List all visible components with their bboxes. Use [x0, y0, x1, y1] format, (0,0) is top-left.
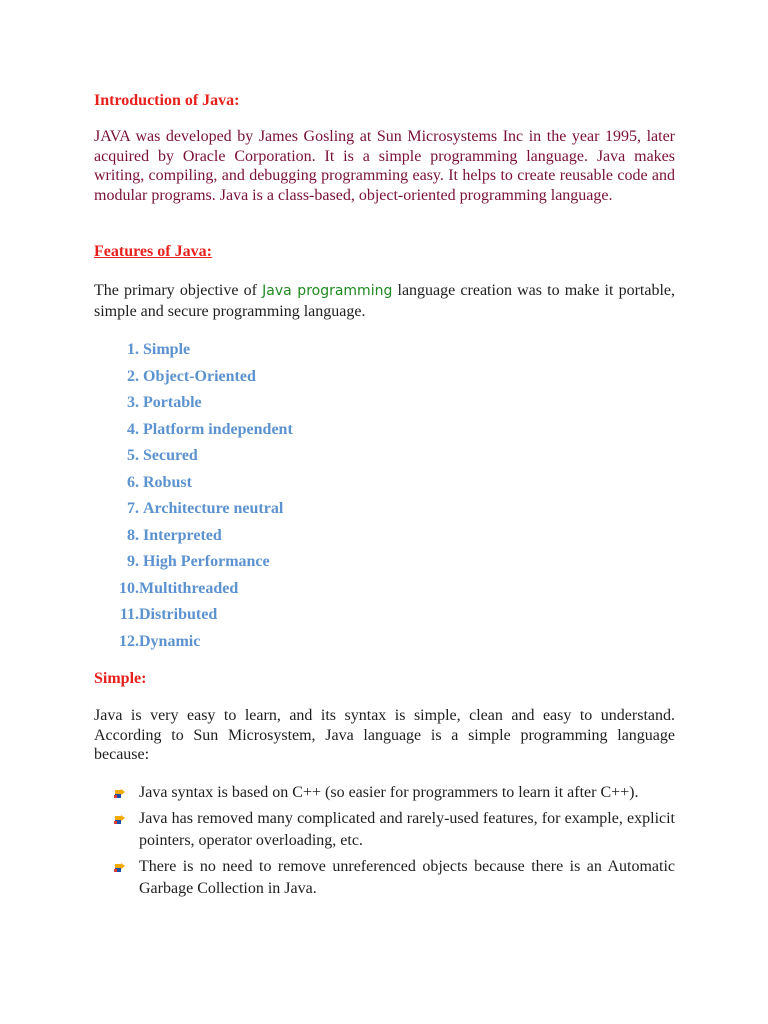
feature-number: 4. [127, 420, 139, 438]
bullet-item [112, 782, 675, 804]
bullet-text: Java has removed many complicated and rarely-used features, for example, explicit pointers, operator overloading, etc. [139, 810, 675, 849]
feature-number: 1. [127, 341, 139, 358]
feature-item [94, 445, 293, 472]
features-intro-before: The primary objective of [94, 282, 263, 299]
feature-label: Secured [143, 447, 198, 465]
feature-number: 11. [119, 606, 139, 624]
feature-item [94, 631, 293, 658]
feature-item [94, 339, 293, 366]
features-intro-after: language creation was to make it portable, simple and secure programming language. [94, 282, 676, 320]
java-programming-link[interactable]: Java programming [262, 283, 393, 299]
bullet-item [112, 808, 675, 852]
feature-number: 12. [119, 633, 139, 651]
feature-number: 2. [127, 367, 139, 385]
feature-item [94, 578, 293, 605]
feature-number: 5. [127, 447, 139, 465]
feature-number: 6. [127, 473, 139, 491]
feature-item [94, 604, 293, 631]
feature-label: Portable [143, 394, 202, 412]
feature-label: Interpreted [143, 526, 222, 544]
feature-label: Object-Oriented [143, 367, 256, 385]
arrow-bullet-icon [114, 863, 126, 873]
feature-item [94, 419, 293, 446]
intro-paragraph: JAVA was developed by James Gosling at Sun Microsystems Inc in the year 1995, later acquired by Oracle Corporation. It is a simple programming language. Java makes writing, compiling, and debugging programming easy. It helps to create reusable code and modular programs. Java is a class-based, object-oriented programming language. [94, 128, 675, 204]
arrow-bullet-icon [114, 789, 126, 799]
features-heading: Features of Java: [94, 243, 212, 260]
bullet-item [112, 856, 675, 900]
bullet-text: Java syntax is based on C++ (so easier for programmers to learn it after C++). [139, 784, 639, 801]
arrow-bullet-icon [114, 815, 126, 825]
feature-item [94, 392, 293, 419]
feature-number: 7. [127, 500, 139, 518]
simple-heading: Simple: [94, 670, 147, 687]
feature-number: 10. [119, 579, 139, 597]
feature-label: Architecture neutral [143, 500, 284, 518]
feature-label: High Performance [143, 553, 270, 571]
feature-label: Distributed [139, 606, 218, 624]
feature-label: Platform independent [143, 420, 293, 438]
bullet-text: There is no need to remove unreferenced objects because there is an Automatic Garbage Collection in Java. [139, 858, 675, 897]
simple-bullet-list [112, 782, 675, 904]
feature-item [94, 498, 293, 525]
feature-number: 3. [127, 394, 139, 412]
features-intro-paragraph [94, 281, 675, 321]
feature-item [94, 551, 293, 578]
feature-label: Simple [143, 341, 191, 358]
simple-paragraph: Java is very easy to learn, and its syntax is simple, clean and easy to understand. According to Sun Microsystem, Java language is a simple programming language because: [94, 707, 675, 763]
feature-label: Robust [143, 473, 192, 491]
feature-item [94, 472, 293, 499]
feature-number: 8. [127, 526, 139, 544]
feature-label: Multithreaded [139, 579, 239, 597]
intro-heading: Introduction of Java: [94, 92, 240, 109]
feature-item [94, 525, 293, 552]
feature-item [94, 366, 293, 393]
feature-label: Dynamic [139, 633, 201, 651]
feature-number: 9. [127, 553, 139, 571]
features-list [94, 339, 293, 658]
